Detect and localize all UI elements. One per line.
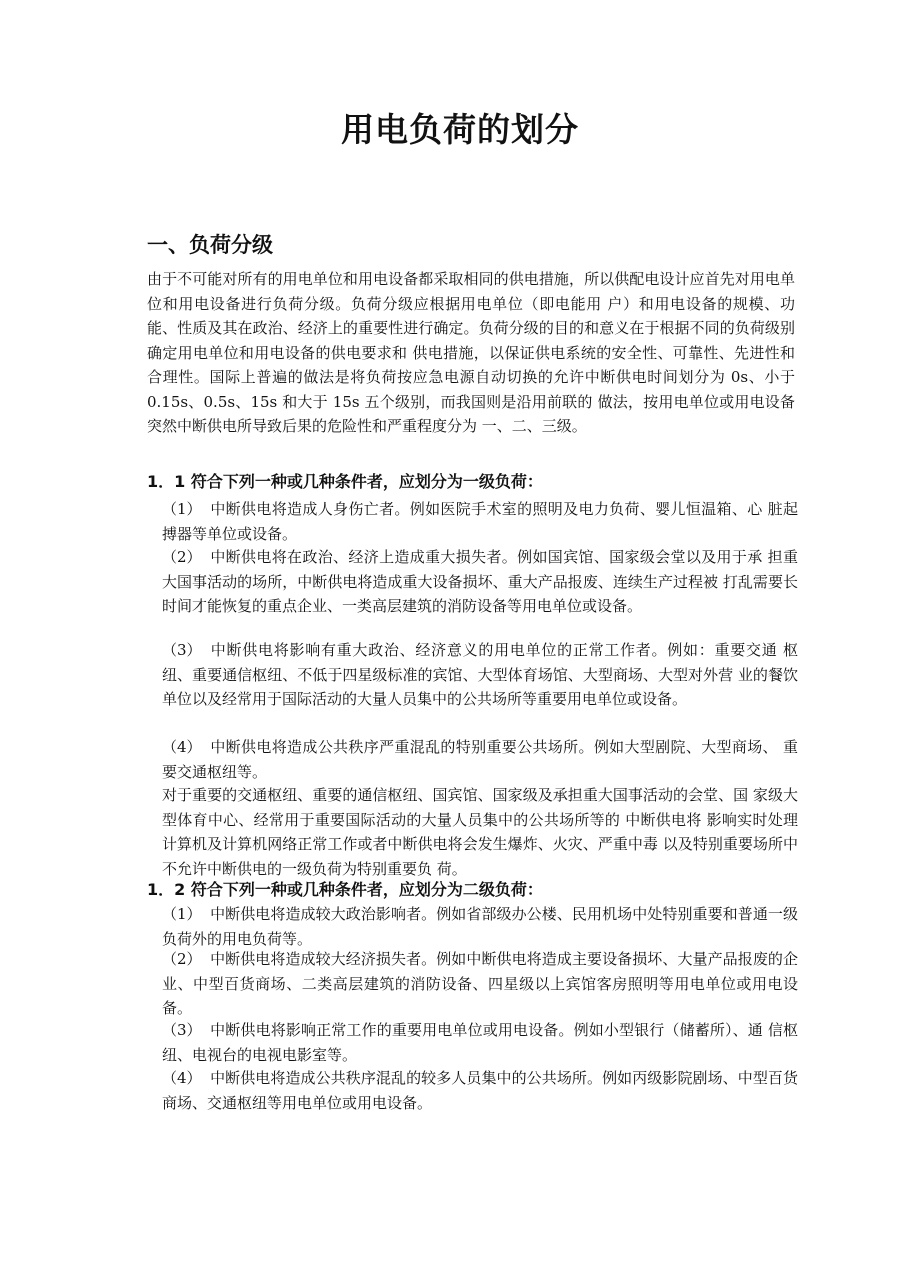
list-item bbox=[162, 902, 798, 951]
list-item bbox=[162, 735, 798, 784]
list-item bbox=[162, 1066, 798, 1115]
list-item-text: 中断供电将造成较大经济损失者。例如中断供电将造成主要设备损坏、大量产品报废的企业、中型百货商场、二类高层建筑的消防设备、四星级以上宾馆客房照明等用电单位或用电设备。 bbox=[162, 950, 798, 1017]
subsection-heading-2: 1．2 符合下列一种或几种条件者，应划分为二级负荷： bbox=[147, 880, 543, 899]
special-load-note: 对于重要的交通枢纽、重要的通信枢纽、国宾馆、国家级及承担重大国事活动的会堂、国 家级大型体育中心、经常用于重要国际活动的大量人员集中的公共场所等的 中断供电将 影响实时处理计算机及计算机网络正常工作或者中断供电将会发生爆炸、火灾、严重中毒 以及特别重要场所中不允许中断供电的一级负荷为特别重要负 荷。 bbox=[162, 786, 798, 878]
list-item-number: （3） bbox=[162, 641, 202, 659]
list-item-text: 中断供电将在政治、经济上造成重大损失者。例如国宾馆、国家级会堂以及用于承 担重大国事活动的场所，中断供电将造成重大设备损坏、重大产品报废、连续生产过程被 打乱需要长时间才能恢复的重点企业、一类高层建筑的消防设备等用电单位或设备。 bbox=[162, 548, 798, 615]
list-item-number: （4） bbox=[162, 1069, 202, 1087]
list-item-number: （1） bbox=[162, 500, 202, 518]
list-item-number: （1） bbox=[162, 905, 202, 923]
list-item bbox=[162, 947, 798, 1021]
list-item-number: （2） bbox=[162, 950, 202, 968]
list-item bbox=[162, 545, 798, 619]
list-item-text: 中断供电将影响有重大政治、经济意义的用电单位的正常工作者。例如：重要交通 枢纽、重要通信枢纽、不低于四星级标准的宾馆、大型体育场馆、大型商场、大型对外营 业的餐饮单位以及经常用于国际活动的大量人员集中的公共场所等重要用电单位或设备。 bbox=[162, 641, 798, 708]
list-item-text: 中断供电将造成公共秩序严重混乱的特别重要公共场所。例如大型剧院、大型商场、 重要交通枢纽等。 bbox=[162, 738, 798, 781]
list-item-text: 中断供电将造成较大政治影响者。例如省部级办公楼、民用机场中处特别重要和普通一级负荷外的用电负荷等。 bbox=[162, 905, 798, 948]
list-item bbox=[162, 638, 798, 712]
intro-paragraph: 由于不可能对所有的用电单位和用电设备都采取相同的供电措施，所以供配电设计应首先对用电单位和用电设备进行负荷分级。负荷分级应根据用电单位（即电能用 户）和用电设备的规模、功能、性质及其在政治、经济上的重要性进行确定。负荷分级的目的和意义在于根据不同的负荷级别确定用电单位和用电设备的供电要求和 供电措施，以保证供电系统的安全性、可靠性、先进性和合理性。国际上普遍的做法是将负荷按应急电源自动切换的允许中断供电时间划分为 0s、小于 0.15s、0.5s、15s 和大于 15s 五个级别，而我国则是沿用前联的 做法，按用电单位或用电设备突然中断供电所导致后果的危险性和严重程度分为 一、二、三级。 bbox=[147, 270, 795, 435]
list-item bbox=[162, 497, 798, 546]
list-item-text: 中断供电将造成人身伤亡者。例如医院手术室的照明及电力负荷、婴儿恒温箱、心 脏起搏器等单位或设备。 bbox=[162, 500, 798, 543]
page-title: 用电负荷的划分 bbox=[341, 110, 579, 149]
list-item-text: 中断供电将造成公共秩序混乱的较多人员集中的公共场所。例如丙级影院剧场、中型百货商场、交通枢纽等用电单位或用电设备。 bbox=[162, 1069, 798, 1112]
list-item-text: 中断供电将影响正常工作的重要用电单位或用电设备。例如小型银行（储蓄所）、通 信枢纽、电视台的电视电影室等。 bbox=[162, 1021, 798, 1064]
list-item bbox=[162, 1018, 798, 1067]
list-item-number: （2） bbox=[162, 548, 202, 566]
section-heading: 一、负荷分级 bbox=[147, 233, 273, 257]
list-item-number: （3） bbox=[162, 1021, 202, 1039]
subsection-heading-1: 1．1 符合下列一种或几种条件者，应划分为一级负荷： bbox=[147, 472, 543, 491]
list-item-number: （4） bbox=[162, 738, 202, 756]
